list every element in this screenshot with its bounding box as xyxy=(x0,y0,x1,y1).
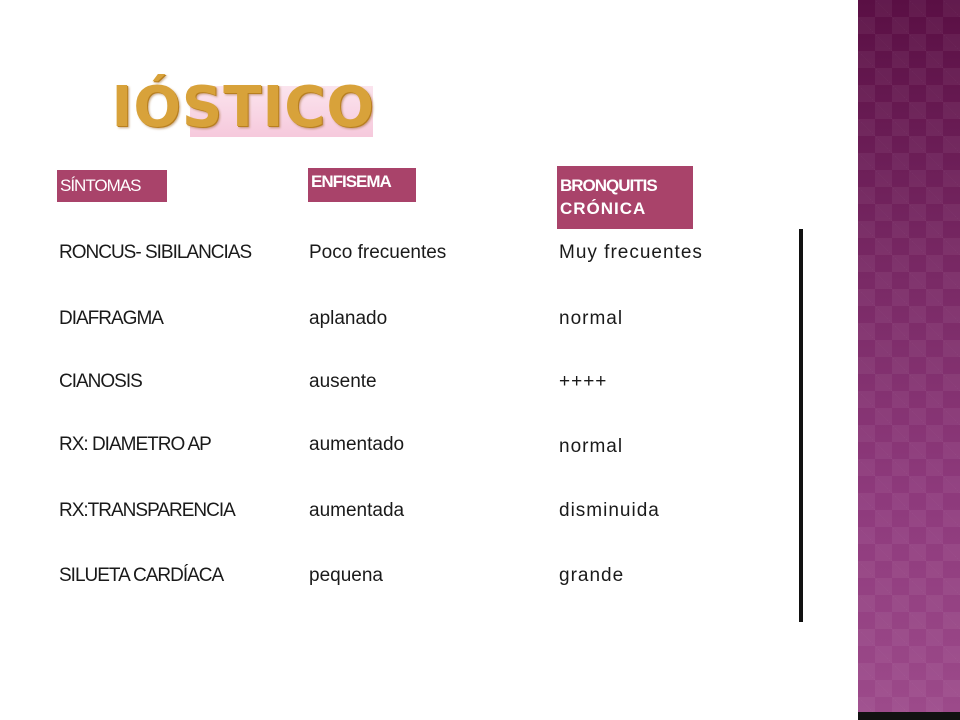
header-enfisema: ENFISEMA xyxy=(308,168,416,202)
row1-sintoma: RONCUS- SIBILANCIAS xyxy=(59,242,252,263)
row3-enfisema: ausente xyxy=(309,371,377,392)
row6-bronquitis: grande xyxy=(559,565,625,586)
header-bronquitis-cronica xyxy=(557,166,693,229)
row5-bronquitis: disminuida xyxy=(559,500,660,521)
row1-bronquitis: Muy frecuentes xyxy=(559,242,703,263)
row2-sintoma: DIAFRAGMA xyxy=(59,308,163,329)
row1-enfisema: Poco frecuentes xyxy=(309,242,447,263)
title-banner xyxy=(111,75,375,140)
decorative-bottom-bar xyxy=(858,712,960,720)
header-bronquitis-line1: BRONQUITIS xyxy=(560,176,657,195)
row4-enfisema: aumentado xyxy=(309,434,405,455)
row2-bronquitis: normal xyxy=(559,308,624,329)
row3-bronquitis: ++++ xyxy=(559,371,608,392)
header-sintomas: SÍNTOMAS xyxy=(57,170,167,202)
decorative-side-strip xyxy=(858,0,960,712)
row4-bronquitis: normal xyxy=(559,436,624,457)
row6-enfisema: pequena xyxy=(309,565,383,586)
vertical-divider xyxy=(799,229,803,622)
row5-sintoma: RX:TRANSPARENCIA xyxy=(59,500,235,521)
header-bronquitis-line2: CRÓNICA xyxy=(560,199,647,218)
slide-title: IÓSTICO xyxy=(111,75,375,140)
row3-sintoma: CIANOSIS xyxy=(59,371,142,392)
row2-enfisema: aplanado xyxy=(309,308,388,329)
row5-enfisema: aumentada xyxy=(309,500,405,521)
row4-sintoma: RX: DIAMETRO AP xyxy=(59,434,211,455)
row6-sintoma: SILUETA CARDÍACA xyxy=(59,565,224,586)
